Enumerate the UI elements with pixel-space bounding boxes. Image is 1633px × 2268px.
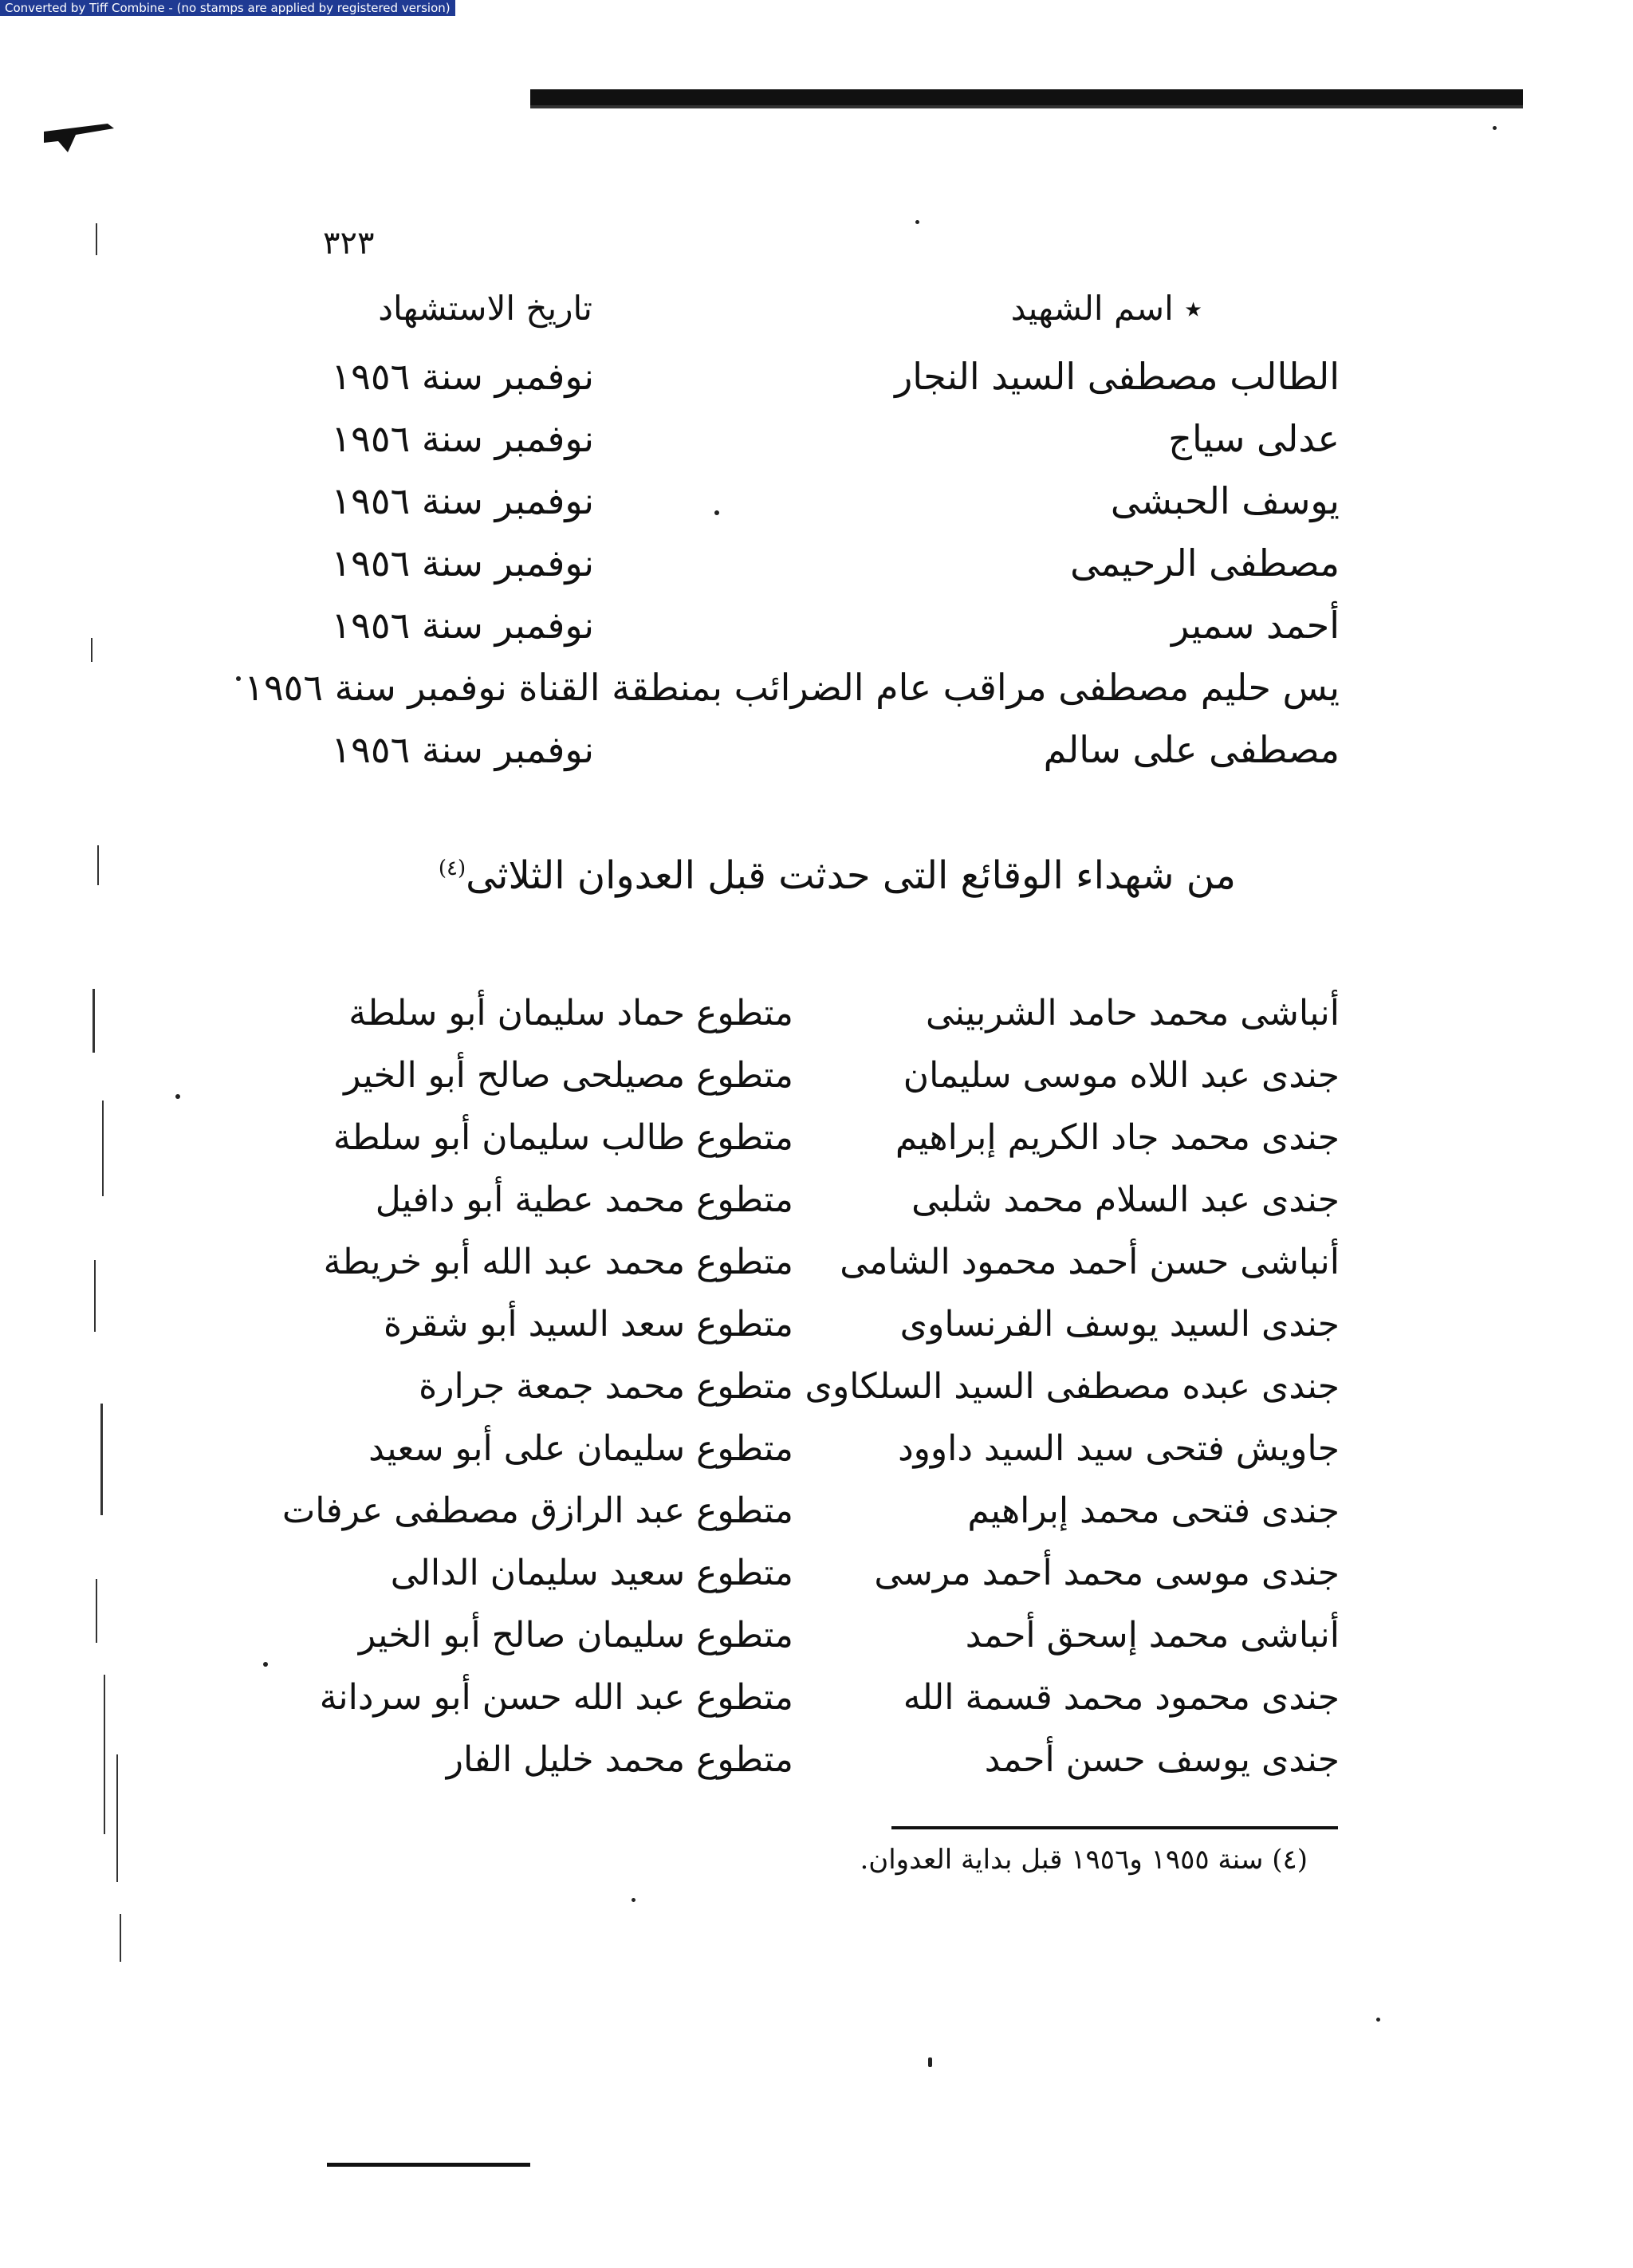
soldier-name: جندى عبده مصطفى السيد السلكاوى bbox=[805, 1366, 1340, 1407]
scan-edge-artifacts bbox=[80, 159, 136, 1994]
martyr-row bbox=[327, 355, 1340, 411]
bottom-rule bbox=[327, 2163, 530, 2167]
martyr-name: مصطفى الرحيمى bbox=[1070, 541, 1340, 585]
top-rule bbox=[530, 89, 1523, 107]
martyr-row bbox=[327, 417, 1340, 473]
pair-row bbox=[281, 1490, 1340, 1553]
pair-row bbox=[315, 1677, 1340, 1739]
scan-speck bbox=[928, 2057, 932, 2067]
pair-row bbox=[315, 1055, 1340, 1117]
volunteer-name: متطوع سعيد سليمان الدالى bbox=[390, 1553, 793, 1593]
martyr-name: عدلى سياج bbox=[1168, 417, 1340, 460]
volunteer-name: متطوع عبد الرازق مصطفى عرفات bbox=[281, 1490, 793, 1531]
soldier-name: جندى يوسف حسن أحمد bbox=[984, 1739, 1340, 1780]
volunteer-name: متطوع عبد الله حسن أبو سردانة bbox=[319, 1677, 793, 1718]
volunteer-name: متطوع محمد جمعة جرارة bbox=[419, 1366, 793, 1407]
martyr-name: الطالب مصطفى السيد النجار bbox=[895, 355, 1340, 398]
martyr-name: يوسف الحبشى bbox=[1110, 479, 1340, 522]
soldier-name: أنباشى محمد إسحق أحمد bbox=[965, 1615, 1340, 1656]
pair-row bbox=[315, 1366, 1340, 1428]
scan-speck bbox=[1493, 126, 1497, 130]
pair-row bbox=[315, 1304, 1340, 1366]
martyr-name: أحمد سمير bbox=[1171, 604, 1340, 647]
martyr-date: نوفمبر سنة ١٩٥٦ bbox=[331, 728, 594, 771]
pair-row bbox=[315, 1739, 1340, 1801]
scan-speck bbox=[632, 1898, 635, 1902]
top-rule-shadow bbox=[530, 105, 1523, 108]
soldier-name: أنباشى محمد حامد الشربينى bbox=[925, 993, 1340, 1034]
footnote: (٤) سنة ١٩٥٥ و١٩٥٦ قبل بداية العدوان. bbox=[860, 1844, 1308, 1876]
soldier-name: جندى عبد اللاه موسى سليمان bbox=[903, 1055, 1340, 1096]
converter-banner: Converted by Tiff Combine - (no stamps are applied by registered version) bbox=[0, 0, 455, 16]
soldier-name: جاويش فتحى سيد السيد داوود bbox=[898, 1428, 1340, 1469]
scan-corner-mark bbox=[44, 124, 116, 156]
scan-speck bbox=[175, 1094, 180, 1099]
page-number: ٣٢٣ bbox=[323, 225, 375, 262]
volunteer-name: متطوع طالب سليمان أبو سلطة bbox=[333, 1117, 793, 1158]
section-title-text: من شهداء الوقائع التى حدثت قبل العدوان الثلاثى bbox=[466, 853, 1236, 898]
footnote-rule bbox=[891, 1826, 1338, 1829]
volunteer-name: متطوع محمد عطية أبو دافيل bbox=[375, 1179, 793, 1220]
soldier-name: جندى محمود محمد قسمة الله bbox=[903, 1677, 1340, 1718]
martyr-date: نوفمبر سنة ١٩٥٦ bbox=[331, 604, 594, 647]
martyr-row bbox=[327, 728, 1340, 784]
martyr-row bbox=[244, 666, 1340, 722]
martyr-date: نوفمبر سنة ١٩٥٦ bbox=[331, 417, 594, 460]
scan-speck bbox=[263, 1662, 268, 1667]
volunteer-name: متطوع مصيلحى صالح أبو الخير bbox=[344, 1055, 793, 1096]
volunteer-name: متطوع سليمان صالح أبو الخير bbox=[358, 1615, 793, 1656]
soldier-name: جندى فتحى محمد إبراهيم bbox=[967, 1490, 1340, 1531]
header-martyr-name: ٭ اسم الشهيد bbox=[1010, 289, 1202, 328]
soldier-name: جندى موسى محمد أحمد مرسى bbox=[874, 1553, 1340, 1593]
martyr-name: يس حليم مصطفى مراقب عام الضرائب بمنطقة القناة نوفمبر سنة ١٩٥٦ bbox=[244, 666, 1340, 709]
pair-row bbox=[315, 1179, 1340, 1242]
soldier-name: جندى عبد السلام محمد شلبى bbox=[911, 1179, 1340, 1220]
pair-row bbox=[315, 993, 1340, 1055]
martyr-row bbox=[327, 479, 1340, 535]
volunteer-name: متطوع محمد عبد الله أبو خريطة bbox=[323, 1242, 793, 1282]
martyr-date: نوفمبر سنة ١٩٥٦ bbox=[331, 479, 594, 522]
soldier-name: جندى السيد يوسف الفرنساوى bbox=[899, 1304, 1340, 1345]
scan-speck bbox=[915, 220, 919, 224]
section-title bbox=[439, 853, 1236, 898]
scan-speck bbox=[1376, 2018, 1380, 2022]
soldier-name: جندى محمد جاد الكريم إبراهيم bbox=[895, 1117, 1340, 1158]
volunteer-name: متطوع حماد سليمان أبو سلطة bbox=[348, 993, 793, 1034]
martyr-date: نوفمبر سنة ١٩٥٦ bbox=[331, 541, 594, 585]
pair-row bbox=[315, 1242, 1340, 1304]
volunteer-name: متطوع سعد السيد أبو شقرة bbox=[384, 1304, 793, 1345]
pair-row bbox=[315, 1428, 1340, 1490]
martyr-date: نوفمبر سنة ١٩٥٦ bbox=[331, 355, 594, 398]
martyr-row bbox=[327, 541, 1340, 597]
pair-row bbox=[315, 1553, 1340, 1615]
pair-row bbox=[315, 1117, 1340, 1179]
footnote-mark: (٤) bbox=[438, 856, 466, 880]
header-martyrdom-date: تاريخ الاستشهاد bbox=[378, 289, 592, 328]
martyr-row bbox=[327, 604, 1340, 660]
pair-row bbox=[315, 1615, 1340, 1677]
soldier-name: أنباشى حسن أحمد محمود الشامى bbox=[840, 1242, 1340, 1282]
volunteer-name: متطوع سليمان على أبو سعيد bbox=[368, 1428, 793, 1469]
scan-speck bbox=[236, 676, 241, 681]
martyr-name: مصطفى على سالم bbox=[1043, 728, 1340, 771]
volunteer-name: متطوع محمد خليل الفار bbox=[446, 1739, 793, 1780]
